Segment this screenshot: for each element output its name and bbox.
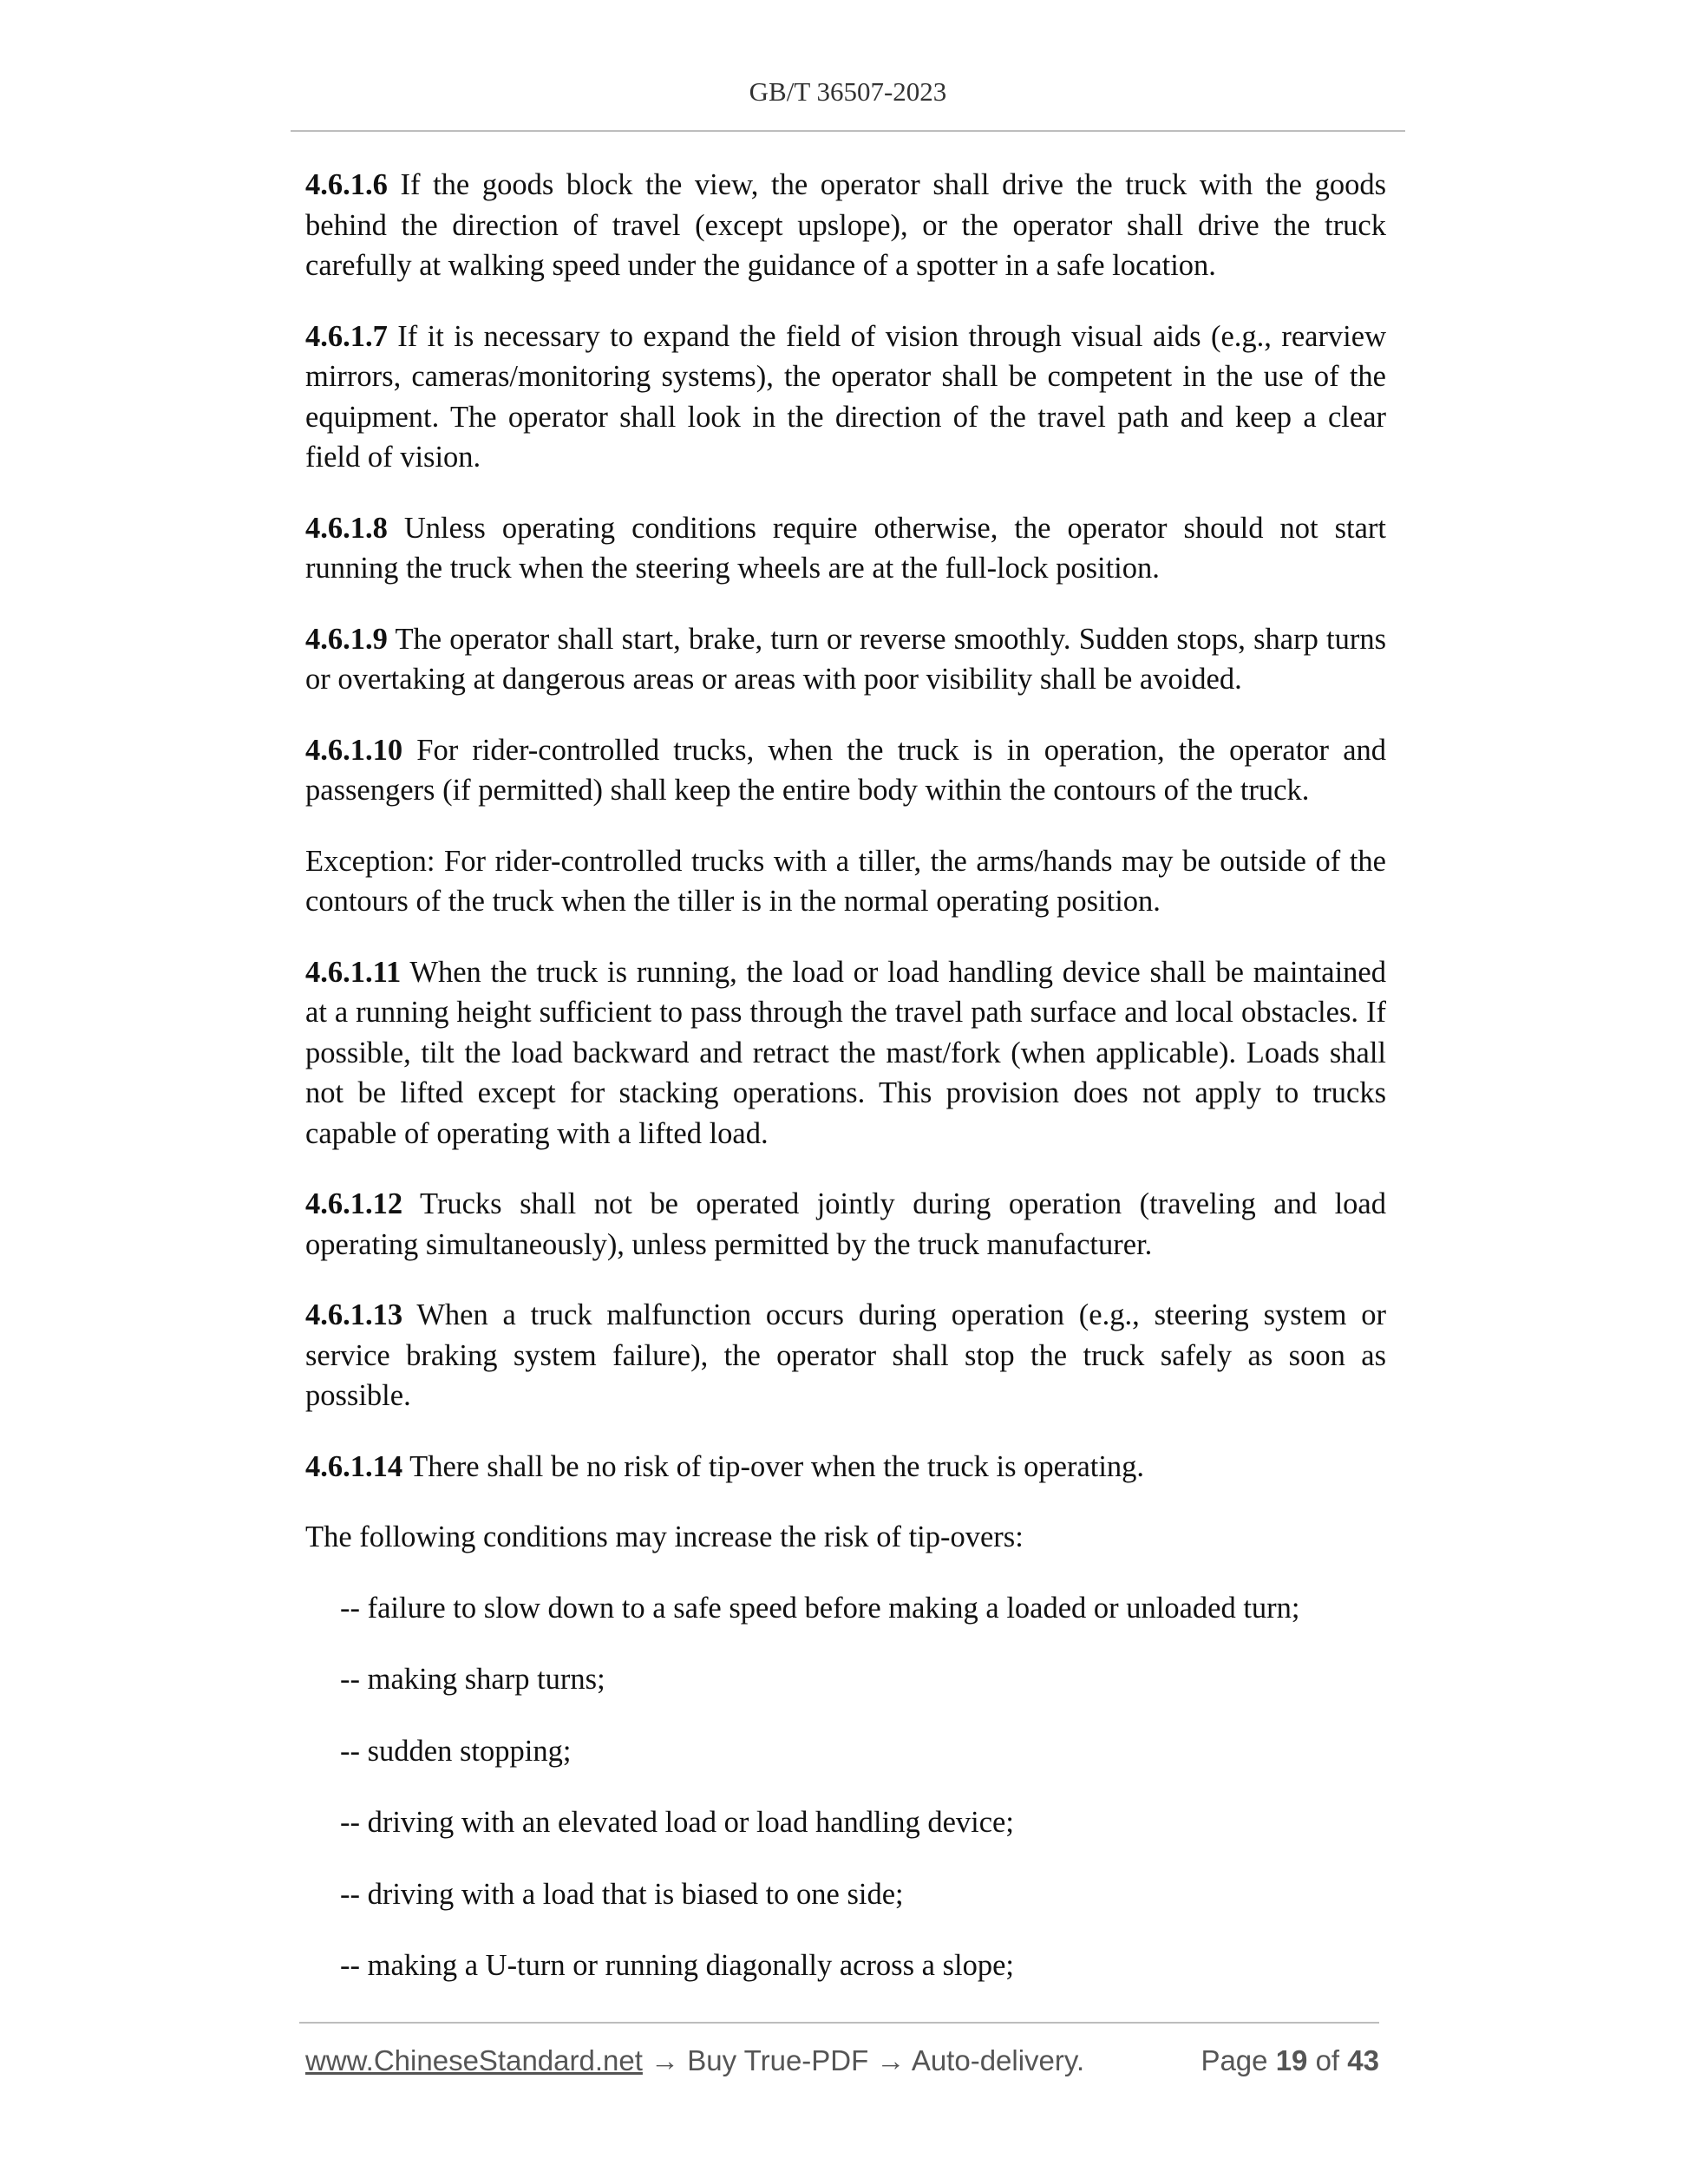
paragraph-text: Trucks shall not be operated jointly during operation (traveling and load operating simultaneously), unless permitted by the truck manufacturer. xyxy=(305,1187,1386,1261)
paragraph-text: Unless operating conditions require otherwise, the operator should not start running the truck when the steering wheels are at the full-lock position. xyxy=(305,511,1386,585)
paragraph xyxy=(305,1184,1386,1265)
document-body xyxy=(305,165,1386,2017)
paragraph xyxy=(305,952,1386,1154)
paragraph-text: Exception: For rider-controlled trucks with a tiller, the arms/hands may be outside of the contours of the truck when the tiller is in the normal operating position. xyxy=(305,844,1386,918)
header-divider xyxy=(291,130,1405,132)
list-intro-paragraph xyxy=(305,1517,1386,1558)
footer-divider xyxy=(299,2022,1379,2024)
clause-number: 4.6.1.6 xyxy=(305,168,388,201)
clause-number: 4.6.1.8 xyxy=(305,511,388,545)
document-header-title: GB/T 36507-2023 xyxy=(749,76,947,107)
page-label: Page xyxy=(1201,2044,1268,2076)
paragraph xyxy=(305,317,1386,478)
clause-number: 4.6.1.10 xyxy=(305,733,403,767)
paragraph-text: If it is necessary to expand the field of vision through visual aids (e.g., rearview mirrors, cameras/monitoring systems), the operator shall be competent in the use of the equipment. The operator shall look in the direction of the travel path and keep a clear field of vision. xyxy=(305,319,1386,474)
paragraph-text: For rider-controlled trucks, when the truck is in operation, the operator and passengers (if permitted) shall keep the entire body within the contours of the truck. xyxy=(305,733,1387,807)
list-item: -- driving with an elevated load or load handling device; xyxy=(340,1806,1014,1839)
of-label: of xyxy=(1315,2044,1340,2076)
list-item: -- sudden stopping; xyxy=(340,1734,572,1768)
paragraph xyxy=(305,1295,1386,1416)
exception-paragraph xyxy=(305,841,1386,922)
footer-promo xyxy=(305,2044,1084,2077)
page-indicator xyxy=(1201,2044,1379,2077)
current-page-number: 19 xyxy=(1275,2044,1308,2076)
total-pages-number: 43 xyxy=(1347,2044,1379,2076)
paragraph-text: If the goods block the view, the operator shall drive the truck with the goods behind the direction of travel (except upslope), or the operator shall drive the truck carefully at walking speed under the guidance of a spotter in a safe location. xyxy=(305,168,1387,282)
paragraph xyxy=(305,730,1386,811)
page-footer xyxy=(305,2044,1379,2077)
paragraph-text: When the truck is running, the load or load handling device shall be maintained at a running height sufficient to pass through the travel path surface and local obstacles. If possible, tilt the load backward and retract the mast/fork (when applicable). Loads shall not be lifted except for stacking operations. This provision does not apply to trucks capable of operating with a lifted load. xyxy=(305,955,1386,1150)
paragraph-text: The operator shall start, brake, turn or reverse smoothly. Sudden stops, sharp turns or overtaking at dangerous areas or areas with poor visibility shall be avoided. xyxy=(305,622,1386,696)
clause-number: 4.6.1.11 xyxy=(305,955,402,989)
paragraph xyxy=(305,508,1386,589)
paragraph-text: There shall be no risk of tip-over when the truck is operating. xyxy=(409,1449,1145,1483)
clause-number: 4.6.1.14 xyxy=(305,1449,403,1483)
clause-number: 4.6.1.13 xyxy=(305,1298,403,1331)
list-item: -- making a U-turn or running diagonally across a slope; xyxy=(340,1949,1015,1982)
clause-number: 4.6.1.7 xyxy=(305,319,388,353)
paragraph-text: When a truck malfunction occurs during operation (e.g., steering system or service braking system failure), the operator shall stop the truck safely as soon as possible. xyxy=(305,1298,1387,1412)
clause-number: 4.6.1.12 xyxy=(305,1187,403,1220)
list-item: -- failure to slow down to a safe speed before making a loaded or unloaded turn; xyxy=(340,1591,1300,1625)
paragraph-text: The following conditions may increase the risk of tip-overs: xyxy=(305,1520,1024,1553)
paragraph xyxy=(305,619,1386,700)
website-link[interactable]: www.ChineseStandard.net xyxy=(305,2044,643,2076)
paragraph xyxy=(305,1447,1386,1488)
list-item: -- driving with a load that is biased to one side; xyxy=(340,1877,904,1911)
clause-number: 4.6.1.9 xyxy=(305,622,388,656)
footer-promo-text: → Buy True-PDF → Auto-delivery. xyxy=(642,2044,1085,2076)
list-item: -- making sharp turns; xyxy=(340,1663,605,1696)
paragraph xyxy=(305,165,1386,286)
